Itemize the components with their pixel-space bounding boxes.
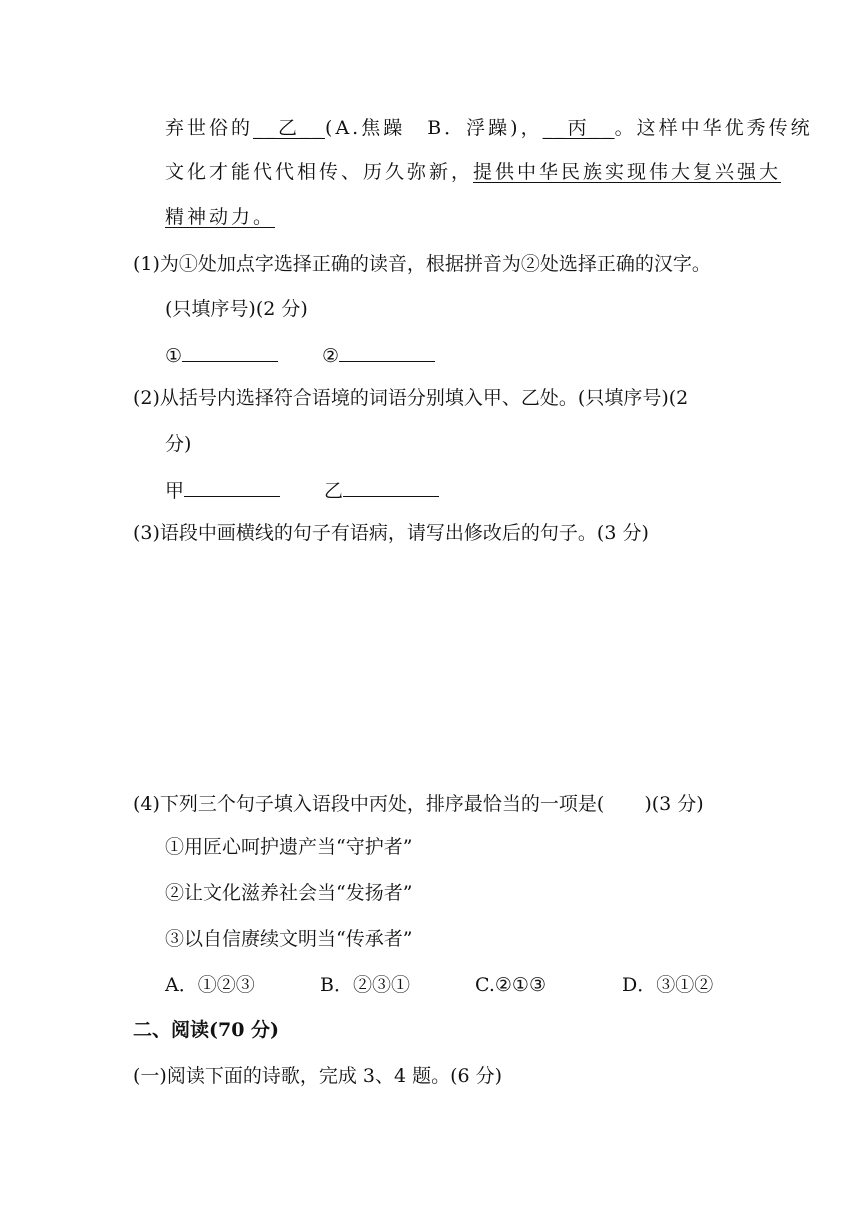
answer-label: 甲	[165, 480, 185, 502]
question-3: (3)语段中画横线的句子有语病，请写出修改后的句子。(3 分)	[133, 522, 649, 544]
question-2-cont: 分)	[165, 433, 192, 455]
answer-label: ②	[322, 345, 340, 367]
section-title: 二、阅读(70 分)	[133, 1019, 280, 1041]
passage-line-1	[165, 114, 813, 142]
answer-label: 乙	[324, 480, 344, 502]
question-1-answers	[165, 341, 435, 370]
passage-line-3	[165, 203, 275, 231]
answer-label: ①	[165, 345, 183, 367]
question-2: (2)从括号内选择符合语境的词语分别填入甲、乙处。(只填序号)(2	[133, 387, 689, 409]
answer-blank[interactable]	[343, 476, 439, 497]
blank-yi: __乙__	[253, 117, 326, 139]
question-1: (1)为①处加点字选择正确的读音，根据拼音为②处选择正确的汉字。	[133, 253, 711, 275]
option-c[interactable]: C.②①③	[475, 974, 546, 996]
question-text: (4)下列三个句子填入语段中丙处，排序最恰当的一项是(	[133, 793, 605, 815]
answer-blank[interactable]	[182, 341, 278, 362]
section-subtitle: (一)阅读下面的诗歌，完成 3、4 题。(6 分)	[133, 1065, 503, 1087]
question-score: )(3 分)	[644, 793, 704, 815]
question-4	[133, 790, 704, 818]
passage-text: 文化才能代代相传、历久弥新，	[165, 161, 474, 183]
sentence-item: ①用匠心呵护遗产当“守护者”	[165, 836, 413, 858]
question-1-note: (只填序号)(2 分)	[165, 298, 308, 320]
blank-bing: __丙__	[542, 117, 615, 139]
sentence-item: ②让文化滋养社会当“发扬者”	[165, 882, 413, 904]
option-a[interactable]: A．①②③	[165, 974, 255, 996]
option-b[interactable]: B．②③①	[320, 974, 410, 996]
answer-blank[interactable]	[339, 341, 435, 362]
passage-text: 弃世俗的	[165, 117, 254, 139]
sentence-item: ③以自信赓续文明当“传承者”	[165, 928, 413, 950]
underlined-sentence: 提供中华民族实现伟大复兴强大	[473, 161, 782, 183]
underlined-sentence: 精神动力。	[165, 206, 276, 228]
passage-line-2	[165, 158, 781, 186]
word-choice: (A.焦躁 B．浮躁)，	[325, 117, 543, 139]
question-2-answers	[165, 476, 439, 505]
question-3-answer-area[interactable]	[133, 555, 733, 780]
option-d[interactable]: D．③①②	[622, 974, 714, 996]
passage-text: 。这样中华优秀传统	[614, 117, 813, 139]
answer-blank[interactable]	[184, 476, 280, 497]
